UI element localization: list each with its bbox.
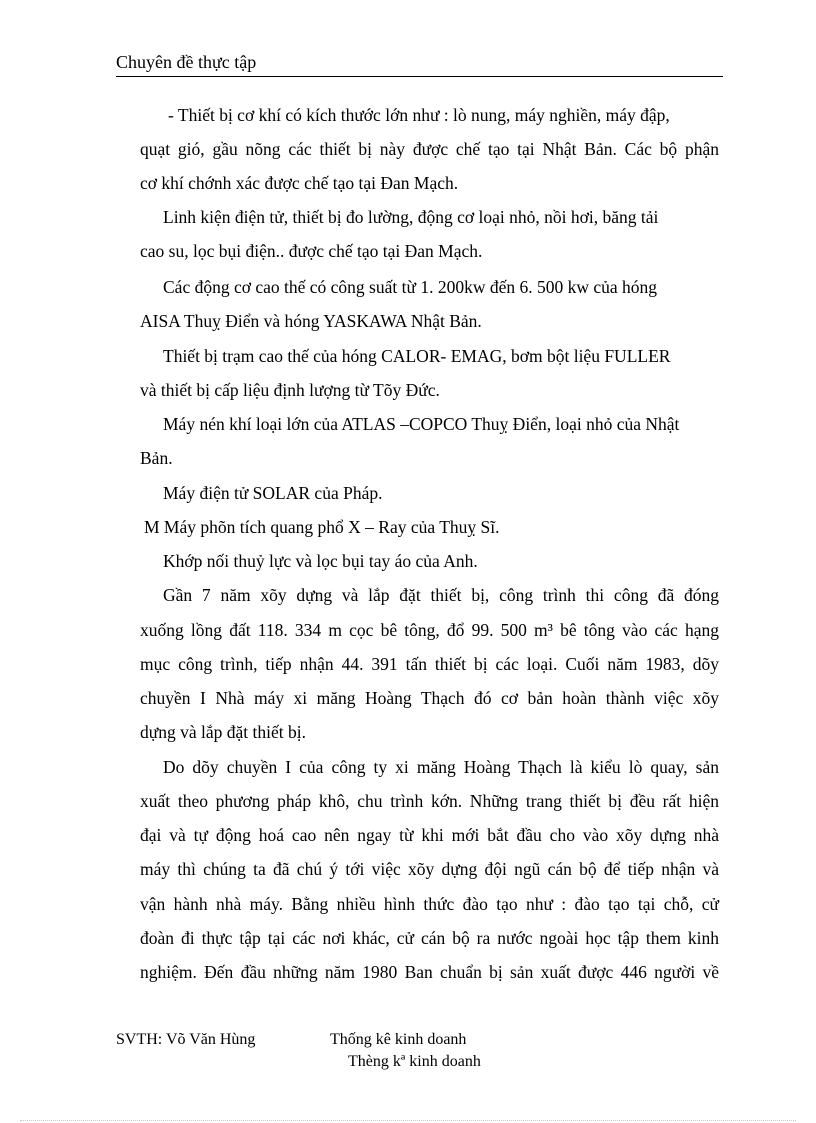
body-line: - Thiết bị cơ khí có kích thước lớn như : lò nung, máy nghiền, máy đập,: [168, 105, 670, 125]
body-line: chuyền I Nhà máy xi măng Hoàng Thạch đó cơ bản hoàn thành việc xõy: [140, 688, 719, 708]
body-line: Do dõy chuyền I của công ty xi măng Hoàng Thạch là kiểu lò quay, sản: [163, 757, 719, 777]
footer-author: SVTH: Võ Văn Hùng: [116, 1031, 256, 1048]
body-line: AISA Thuỵ Điển và hóng YASKAWA Nhật Bản.: [140, 311, 482, 331]
body-line: Linh kiện điện tử, thiết bị đo lường, động cơ loại nhỏ, nồi hơi, băng tải: [163, 207, 659, 227]
body-line: Thiết bị trạm cao thế của hóng CALOR- EMAG, bơm bột liệu FULLER: [163, 346, 671, 366]
footer-subject: Thống kê kinh doanh: [330, 1031, 467, 1048]
body-line: M Máy phõn tích quang phổ X – Ray của Thuỵ Sĩ.: [144, 517, 500, 537]
body-line: xuống lồng đất 118. 334 m cọc bê tông, đổ 99. 500 m³ bê tông vào các hạng: [140, 620, 719, 640]
body-line: Bản.: [140, 448, 173, 468]
page-edge-divider: [20, 1120, 796, 1121]
body-line: đại và tự động hoá cao nên ngay từ khi mới bắt đầu cho vào xõy dựng nhà: [140, 825, 719, 845]
body-line: Khớp nối thuỷ lực và lọc bụi tay áo của Anh.: [163, 551, 478, 571]
body-line: Các động cơ cao thế có công suất từ 1. 200kw đến 6. 500 kw của hóng: [163, 277, 658, 297]
body-line: Máy điện tử SOLAR của Pháp.: [163, 483, 383, 503]
footer-subject-garbled: Thèng kª kinh doanh: [348, 1053, 481, 1070]
body-line: cao su, lọc bụi điện.. được chế tạo tại Đan Mạch.: [140, 241, 483, 261]
header-divider: [116, 76, 723, 77]
body-line: máy thì chúng ta đã chú ý tới việc xõy dựng đội ngũ cán bộ để tiếp nhận và: [140, 859, 719, 879]
body-line: Gần 7 năm xõy dựng và lắp đặt thiết bị, công trình thi công đã đóng: [163, 585, 719, 605]
body-line: quạt gió, gầu nõng các thiết bị này được chế tạo tại Nhật Bản. Các bộ phận: [140, 139, 719, 159]
body-line: đoàn đi thực tập tại các nơi khác, cử cán bộ ra nước ngoài học tập them kinh: [140, 928, 719, 948]
body-line: Máy nén khí loại lớn của ATLAS –COPCO Thuỵ Điển, loại nhỏ của Nhật: [163, 414, 680, 434]
page-header-title: Chuyên đề thực tập: [116, 52, 257, 72]
body-line: vận hành nhà máy. Bằng nhiều hình thức đào tạo như : đào tạo tại chỗ, cử: [140, 894, 719, 914]
body-line: nghiệm. Đến đầu những năm 1980 Ban chuẩn bị sản xuất được 446 người về: [140, 962, 719, 982]
body-line: mục công trình, tiếp nhận 44. 391 tấn thiết bị các loại. Cuối năm 1983, dõy: [140, 654, 719, 674]
body-line: và thiết bị cấp liệu định lượng từ Tõy Đức.: [140, 380, 440, 400]
body-line: cơ khí chớnh xác được chế tạo tại Đan Mạch.: [140, 173, 459, 193]
body-line: dựng và lắp đặt thiết bị.: [140, 722, 306, 742]
body-line: xuất theo phương pháp khô, chu trình kớn. Những trang thiết bị đều rất hiện: [140, 791, 719, 811]
